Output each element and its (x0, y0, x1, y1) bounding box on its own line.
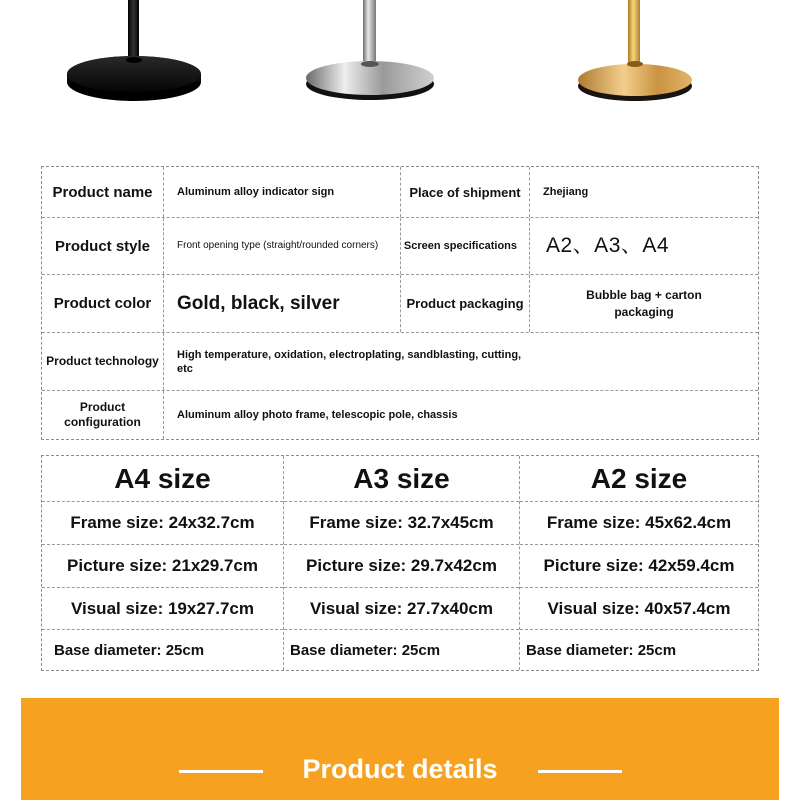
a3-picture-size: Picture size: 29.7x42cm (284, 544, 519, 587)
a4-size-title: A4 size (114, 462, 211, 494)
spec-value-product-name: Aluminum alloy indicator sign (163, 167, 400, 217)
silver-stand-image (303, 0, 443, 105)
spec-row-configuration (42, 390, 758, 439)
spec-value-screen-specifications: A2、A3、A4 (529, 218, 758, 274)
spec-row-color (42, 274, 758, 332)
gold-stand-image (576, 0, 706, 105)
black-stand-image (66, 0, 206, 105)
spec-label-place-of-shipment: Place of shipment (400, 167, 529, 217)
size-comparison-table (41, 455, 759, 671)
a4-visual-size: Visual size: 19x27.7cm (42, 587, 283, 629)
a3-size-column (283, 456, 519, 670)
spec-label-screen-specifications: Screen specifications (400, 218, 529, 274)
spec-value-product-style: Front opening type (straight/rounded corners) (163, 218, 400, 274)
product-details-banner (21, 698, 779, 800)
a2-frame-size: Frame size: 45x62.4cm (520, 501, 758, 544)
spec-row-technology (42, 332, 758, 390)
spec-label-product-configuration: Product configuration (64, 400, 141, 429)
a4-frame-size: Frame size: 24x32.7cm (42, 501, 283, 544)
spec-label-product-color: Product color (53, 295, 152, 312)
spec-label-product-packaging: Product packaging (400, 275, 529, 332)
banner-right-rule (538, 770, 622, 773)
spec-value-product-technology: High temperature, oxidation, electroplating, sandblasting, cutting, etc (163, 333, 760, 390)
product-stand-images (0, 0, 800, 115)
a2-visual-size: Visual size: 40x57.4cm (520, 587, 758, 629)
a2-base-diameter: Base diameter: 25cm (520, 629, 758, 671)
spec-value-product-configuration: Aluminum alloy photo frame, telescopic pole, chassis (163, 391, 760, 439)
banner-title: Product details (302, 754, 498, 784)
spec-label-product-name: Product name (52, 183, 153, 201)
a2-size-title: A2 size (590, 462, 688, 494)
spec-row-style (42, 217, 758, 274)
spec-value-product-packaging: Bubble bag + carton packaging (529, 275, 758, 332)
spec-label-product-technology: Product technology (46, 354, 159, 368)
a3-frame-size: Frame size: 32.7x45cm (284, 501, 519, 544)
a2-size-column (519, 456, 758, 670)
spec-row-name (42, 167, 758, 217)
a4-picture-size: Picture size: 21x29.7cm (42, 544, 283, 587)
a4-base-diameter: Base diameter: 25cm (42, 629, 283, 671)
a4-size-column (42, 456, 283, 670)
spec-value-place-of-shipment: Zhejiang (529, 167, 758, 217)
a3-size-title: A3 size (353, 462, 450, 494)
product-spec-table (41, 166, 759, 440)
a2-picture-size: Picture size: 42x59.4cm (520, 544, 758, 587)
a3-visual-size: Visual size: 27.7x40cm (284, 587, 519, 629)
spec-label-product-style: Product style (54, 237, 151, 255)
spec-value-product-color: Gold, black, silver (163, 275, 400, 332)
a3-base-diameter: Base diameter: 25cm (284, 629, 519, 671)
